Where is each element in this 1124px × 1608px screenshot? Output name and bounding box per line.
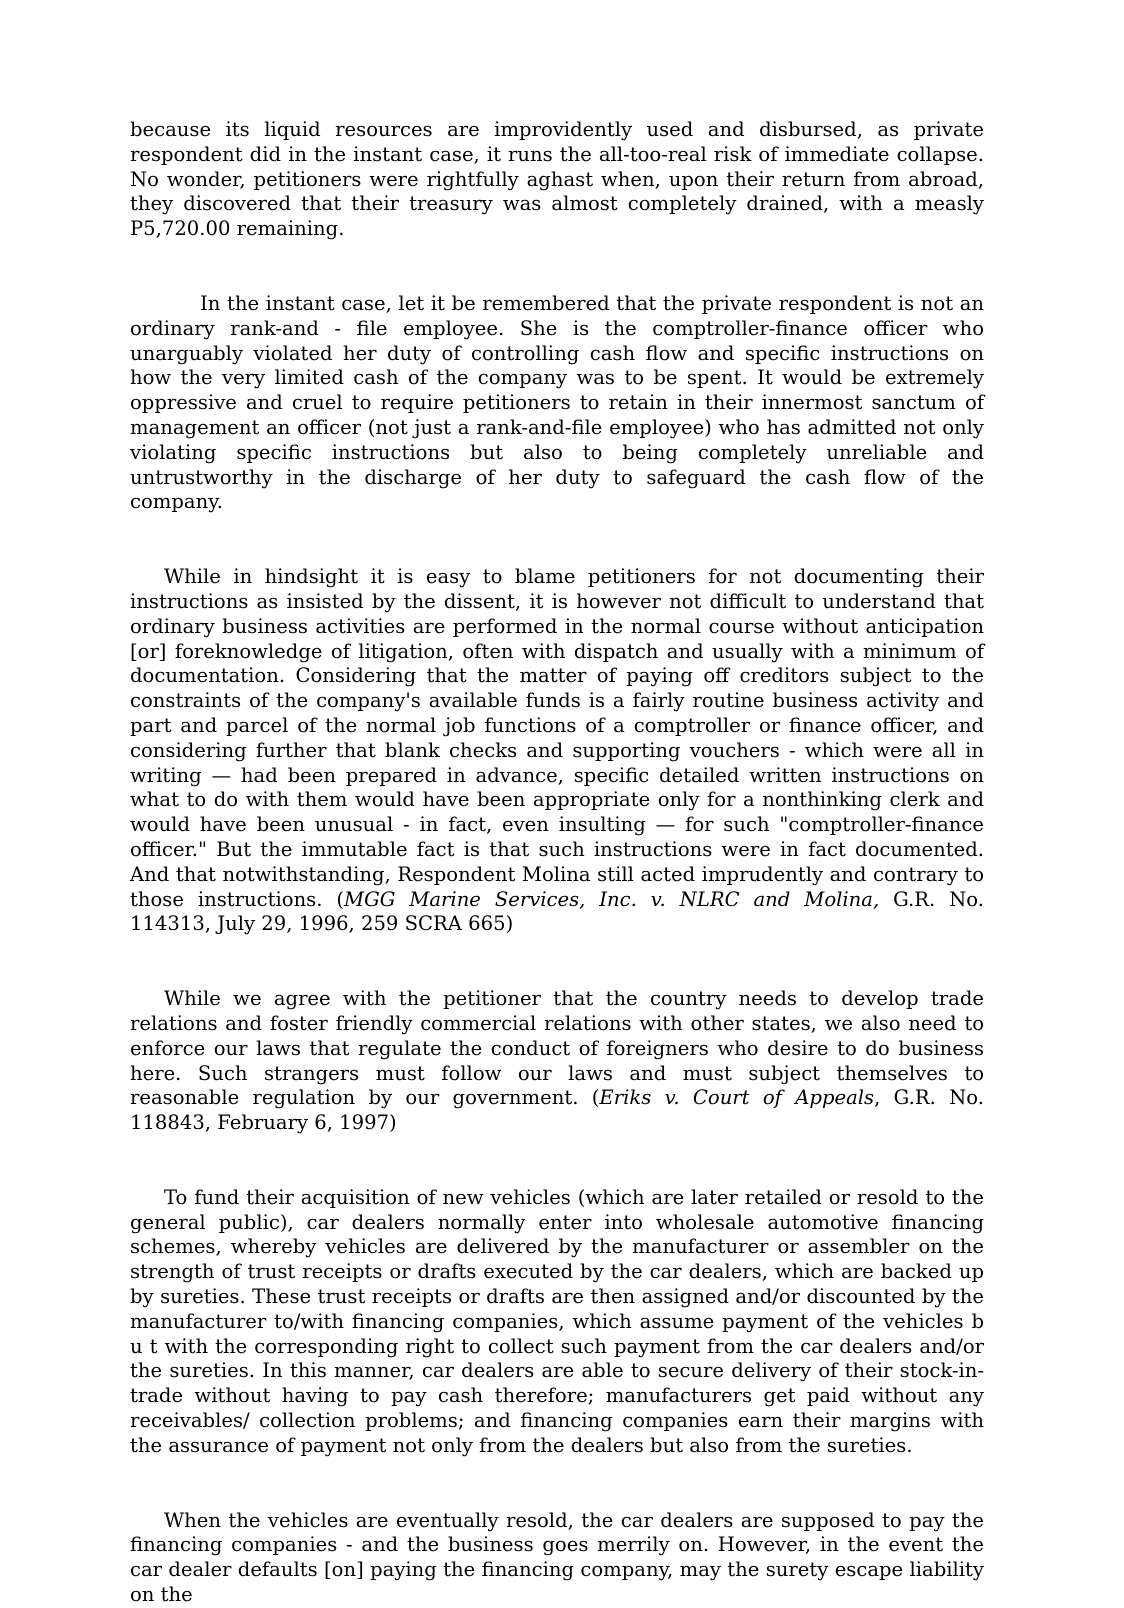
case-citation-details: , G.R. No. 118843, February 6, 1997): [130, 1086, 984, 1135]
paragraph-eriks: [130, 987, 984, 1136]
paragraph-mgg-marine: [130, 565, 984, 937]
case-citation-title: Eriks v. Court of Appeals: [599, 1086, 875, 1110]
paragraph-body: While in hindsight it is easy to blame petitioners for not documenting their instructions as insisted by the dissent, it is however not difficult to understand that ordinary business activities are performed in the normal course without anticipation [or] foreknowledge of litigation, often with dispatch and usually with a minimum of documentation. Considering that the matter of paying off creditors subject to the constraints of the company's available funds is a fairly routine business activity and part and parcel of the normal job functions of a comptroller or finance officer, and considering further that blank checks and supporting vouchers - which were all in writing — had been prepared in advance, specific detailed written instructions on what to do with them would have been appropriate only for a nonthinking clerk and would have been unusual - in fact, even insulting — for such "comptroller-finance officer." But the immutable fact is that such instructions were in fact documented. And that notwithstanding, Respondent Molina still acted imprudently and contrary to those instructions. (: [130, 565, 984, 911]
paragraph-body: While we agree with the petitioner that the country needs to develop trade relations and foster friendly commercial relations with other states, we also need to enforce our laws that regulate the conduct of foreigners who desire to do business here. Such strangers must follow our laws and must subject themselves to reasonable regulation by our government. (: [130, 987, 984, 1110]
paragraph-liquid-resources: because its liquid resources are improvidently used and disbursed, as private respondent did in the instant case, it runs the all-too-real risk of immediate collapse. No wonder, petitioners were rightfully aghast when, upon their return from abroad, they discovered that their treasury was almost completely drained, with a measly P5,720.00 remaining.: [130, 118, 984, 241]
case-citation-title: MGG Marine Services, Inc. v. NLRC and Molina,: [344, 887, 880, 911]
paragraph-comptroller-duty: In the instant case, let it be remembered that the private respondent is not an ordinary rank-and - file employee. She is the comptroller-finance officer who unarguably violated her duty of controlling cash flow and specific instructions on how the very limited cash of the company was to be spent. It would be extremely oppressive and cruel to require petitioners to retain in their innermost sanctum of management an officer (not just a rank-and-file employee) who has admitted not only violating specific instructions but also to being completely unreliable and untrustworthy in the discharge of her duty to safeguard the cash flow of the company.: [130, 291, 984, 514]
document-page: [130, 118, 984, 1608]
case-citation-details: G.R. No. 114313, July 29, 1996, 259 SCRA 665): [130, 887, 984, 936]
paragraph-vehicles-resold: When the vehicles are eventually resold, the car dealers are supposed to pay the financing companies - and the business goes merrily on. However, in the event the car dealer defaults [on] paying the financing company, may the surety escape liability on the: [130, 1508, 984, 1607]
paragraph-car-dealers-financing: To fund their acquisition of new vehicles (which are later retailed or resold to the general public), car dealers normally enter into wholesale automotive financing schemes, whereby vehicles are delivered by the manufacturer or assembler on the strength of trust receipts or drafts executed by the car dealers, which are backed up by sureties. These trust receipts or drafts are then assigned and/or discounted by the manufacturer to/with financing companies, which assume payment of the vehicles b u t with the corresponding right to collect such payment from the car dealers and/or the sureties. In this manner, car dealers are able to secure delivery of their stock-in-trade without having to pay cash therefore; manufacturers get paid without any receivables/ collection problems; and financing companies earn their margins with the assurance of payment not only from the dealers but also from the sureties.: [130, 1185, 984, 1457]
